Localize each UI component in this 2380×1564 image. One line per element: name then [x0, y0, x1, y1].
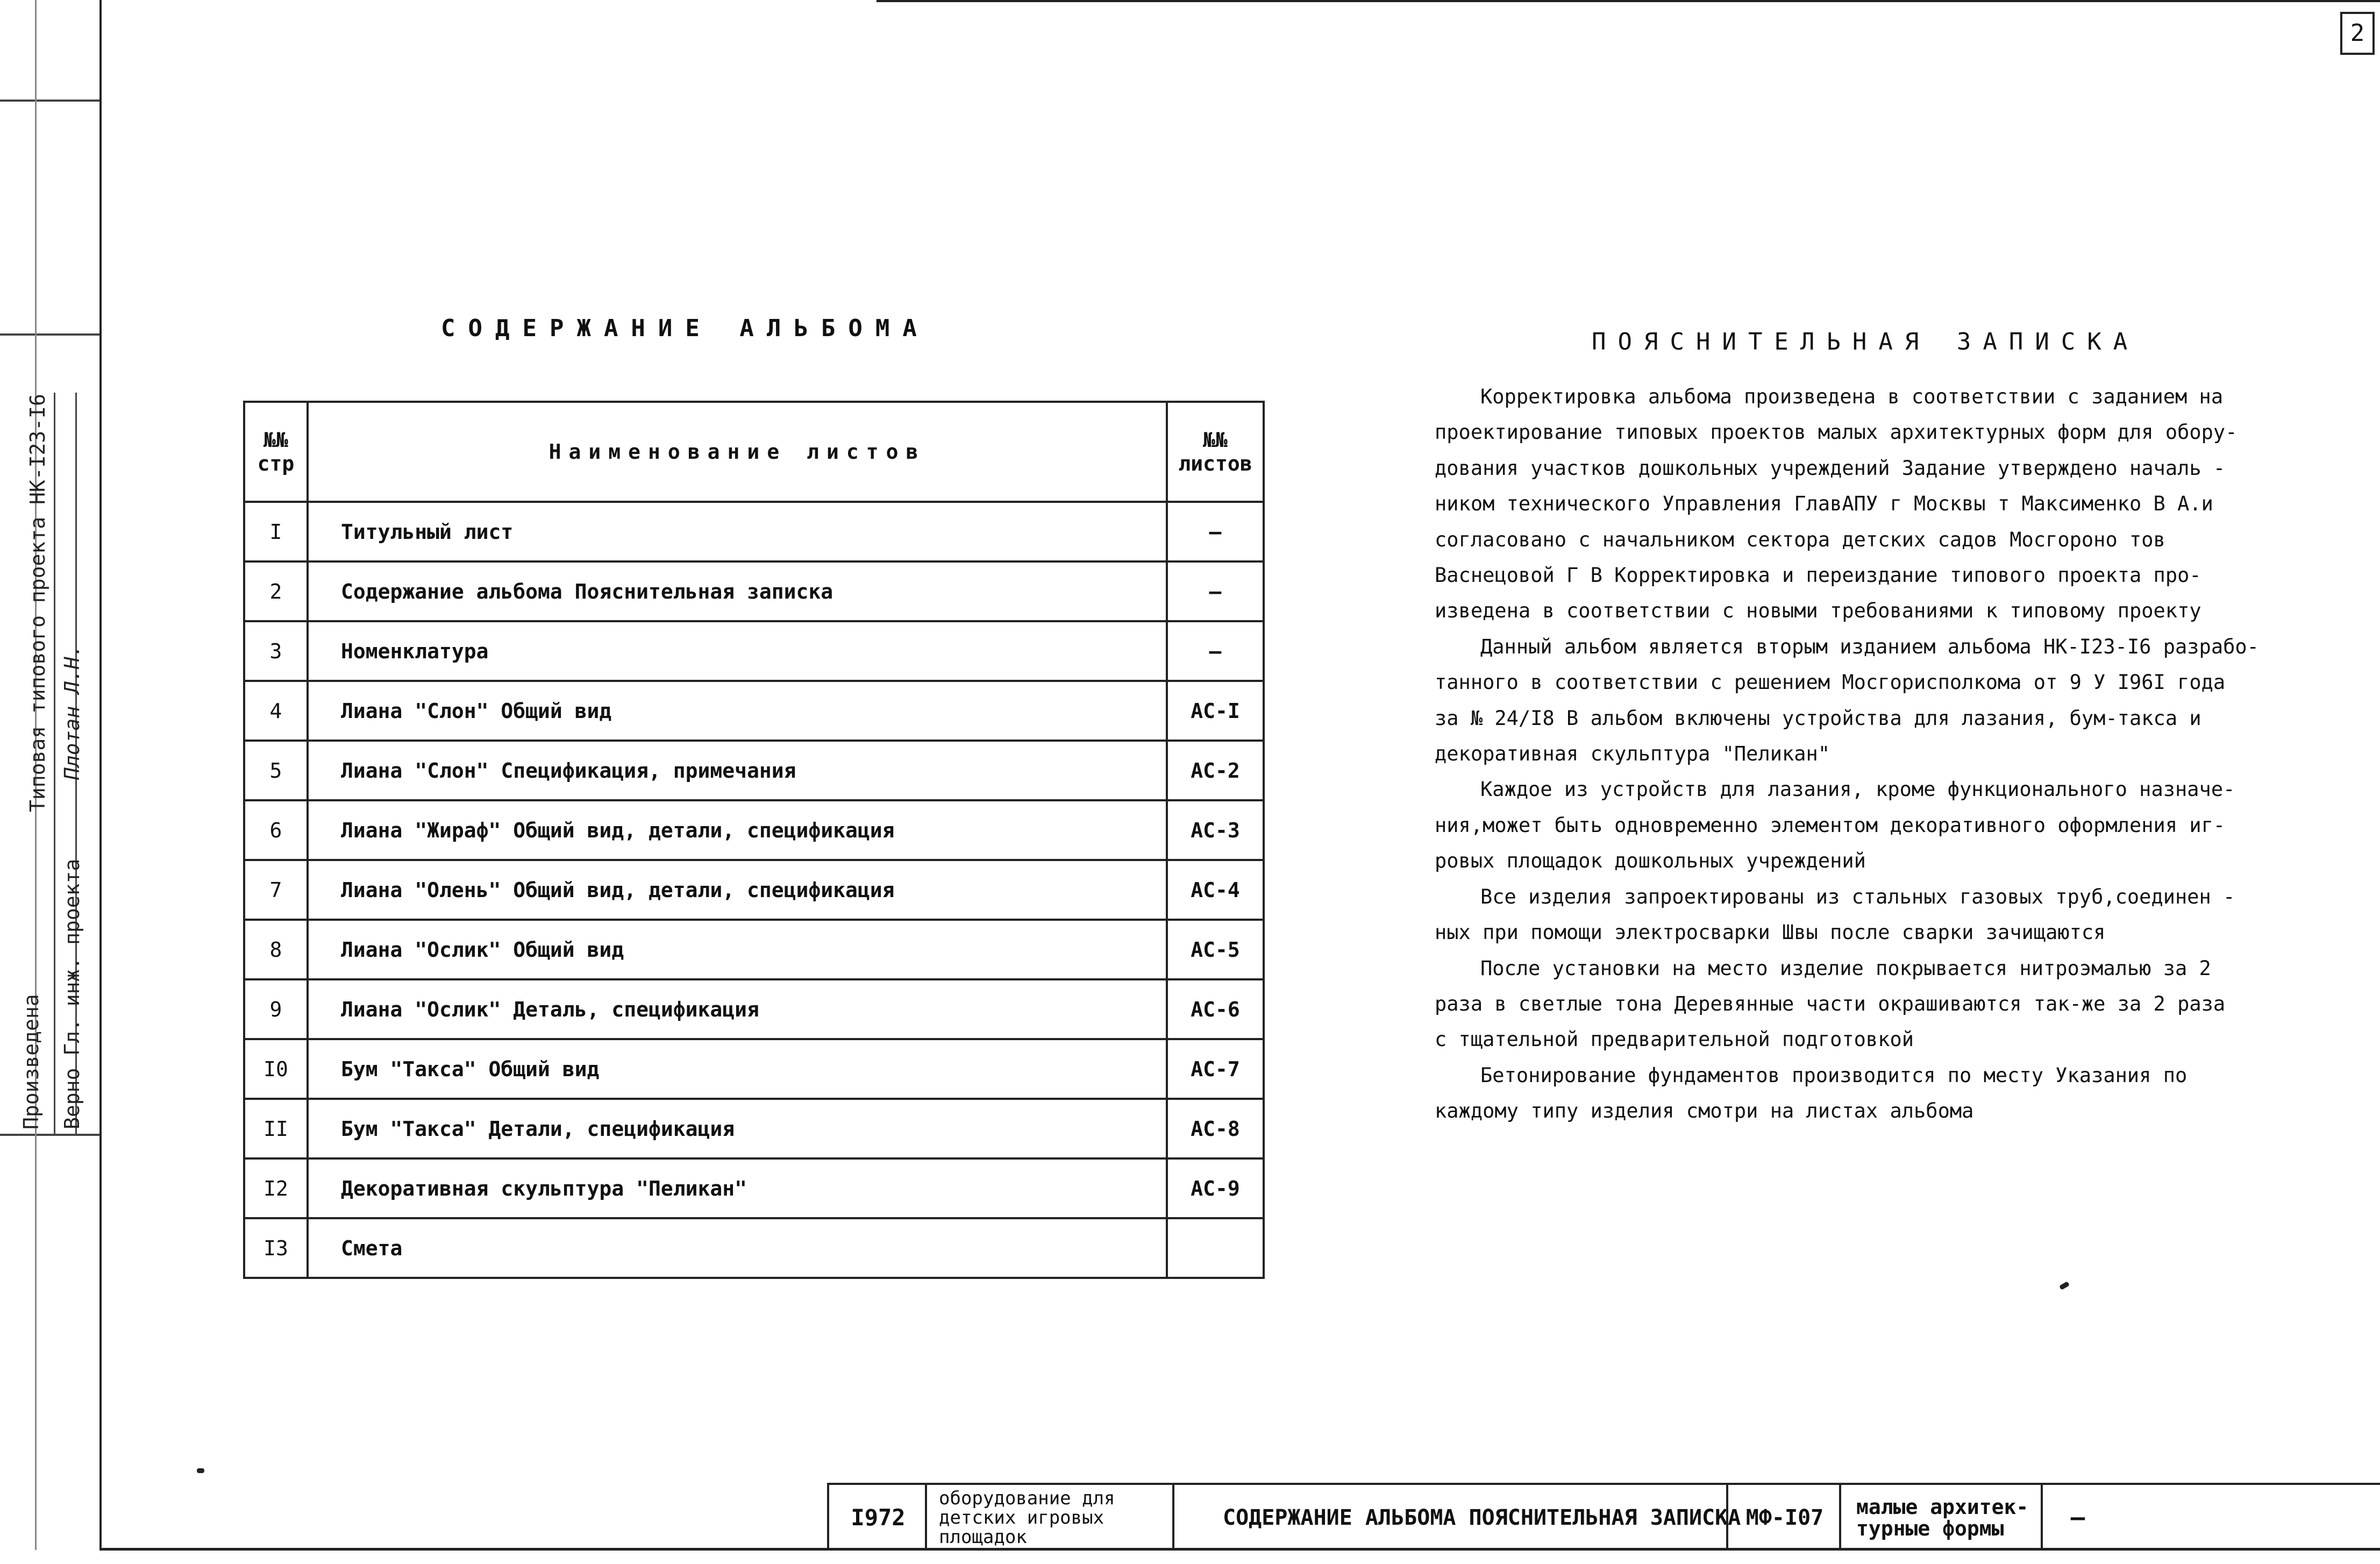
row-sheet-name: Бум "Такса" Общий вид	[308, 1039, 1167, 1099]
stamp-description: оборудование для детских игровых площадок	[925, 1485, 1186, 1550]
note-line: ником технического Управления ГлавАПУ г Москвы т Максименко В А.и	[1435, 492, 2213, 516]
note-line: за № 24/I8 В альбом включены устройства для лазания, бум-такса и	[1435, 706, 2201, 730]
strip-signature: Плотан Л.Н.	[60, 644, 84, 780]
row-sheet-name: Смета	[308, 1218, 1167, 1278]
row-sheet-code: АС-9	[1167, 1158, 1264, 1218]
row-sheet-code: –	[1167, 561, 1264, 621]
strip-rule	[0, 99, 99, 102]
stamp-title: СОДЕРЖАНИЕ АЛЬБОМА ПОЯСНИТЕЛЬНАЯ ЗАПИСКА	[1172, 1485, 1777, 1550]
strip-produced-label: Произведена	[19, 994, 43, 1129]
header-page-num: №№ стр	[244, 402, 308, 502]
row-page-num: 8	[244, 920, 308, 979]
row-sheet-name: Лиана "Ослик" Общий вид	[308, 920, 1167, 979]
header-sheet-name: Наименование листов	[308, 402, 1167, 502]
table-row	[244, 681, 1264, 741]
row-sheet-name: Титульный лист	[308, 502, 1167, 561]
note-line: ных при помощи электросварки Швы после сварки зачищаются	[1435, 921, 2106, 944]
stray-mark	[2059, 1281, 2070, 1290]
note-line: раза в светлые тона Деревянные части окрашиваются так-же за 2 раза	[1435, 992, 2226, 1015]
row-page-num: 2	[244, 561, 308, 621]
strip-copied-label: Верно Гл. инж. проекта	[60, 858, 84, 1129]
note-line: Корректировка альбома произведена в соответствии с заданием на	[1480, 385, 2224, 408]
note-line: с тщательной предварительной подготовкой	[1435, 1028, 1914, 1051]
table-row	[244, 1158, 1264, 1218]
header-sheet-num: №№ листов	[1167, 402, 1264, 502]
note-line: проектирование типовых проектов малых архитектурных форм для обору-	[1435, 421, 2238, 444]
row-page-num: 4	[244, 681, 308, 741]
row-sheet-code: АС-5	[1167, 920, 1264, 979]
row-sheet-name: Декоративная скульптура "Пеликан"	[308, 1158, 1167, 1218]
row-sheet-code: АС-2	[1167, 741, 1264, 800]
stamp-year: I972	[827, 1485, 927, 1550]
table-row	[244, 621, 1264, 681]
table-row	[244, 741, 1264, 800]
table-row	[244, 979, 1264, 1039]
note-line: согласовано с начальником сектора детских садов Мосгороно тов	[1435, 528, 2165, 551]
row-page-num: 6	[244, 800, 308, 860]
table-row	[244, 1099, 1264, 1158]
contents-table	[243, 401, 1265, 1279]
row-page-num: II	[244, 1099, 308, 1158]
row-page-num: I0	[244, 1039, 308, 1099]
row-page-num: 7	[244, 860, 308, 920]
note-line: декоративная скульптура "Пеликан"	[1435, 742, 1830, 766]
row-sheet-name: Номенклатура	[308, 621, 1167, 681]
row-sheet-code: АС-7	[1167, 1039, 1264, 1099]
note-line: дования участков дошкольных учреждений Задание утверждено началь -	[1435, 456, 2226, 480]
note-line: каждому типу изделия смотри на листах альбома	[1435, 1099, 1974, 1123]
frame-left-line	[99, 0, 102, 1550]
row-sheet-name: Лиана "Слон" Спецификация, примечания	[308, 741, 1167, 800]
row-sheet-name: Бум "Такса" Детали, спецификация	[308, 1099, 1167, 1158]
stamp-category: малые архитек- турные формы	[1839, 1485, 2058, 1550]
row-sheet-code	[1167, 1218, 1264, 1278]
note-line: Каждое из устройств для лазания, кроме функционального назначе-	[1480, 778, 2235, 801]
row-page-num: I3	[244, 1218, 308, 1278]
stamp-sheet: –	[2041, 1485, 2113, 1550]
row-sheet-name: Лиана "Жираф" Общий вид, детали, спецификация	[308, 800, 1167, 860]
table-row	[244, 1039, 1264, 1099]
table-header-row	[244, 402, 1264, 502]
note-line: танного в соответствии с решением Мосгорисполкома от 9 У I96I года	[1435, 671, 2226, 694]
row-sheet-name: Содержание альбома Пояснительная записка	[308, 561, 1167, 621]
table-row	[244, 860, 1264, 920]
row-sheet-code: –	[1167, 502, 1264, 561]
row-page-num: 5	[244, 741, 308, 800]
row-sheet-name: Лиана "Олень" Общий вид, детали, спецификация	[308, 860, 1167, 920]
note-line: После установки на место изделие покрывается нитроэмалью за 2	[1480, 956, 2211, 980]
note-line: Бетонирование фундаментов производится по месту Указания по	[1480, 1063, 2187, 1087]
row-page-num: 9	[244, 979, 308, 1039]
table-row	[244, 502, 1264, 561]
table-row	[244, 920, 1264, 979]
title-block	[827, 1483, 2380, 1550]
table-row	[244, 800, 1264, 860]
frame-top-line	[877, 0, 2380, 2]
row-page-num: I2	[244, 1158, 308, 1218]
note-body	[1435, 379, 2259, 1129]
row-sheet-code: АС-8	[1167, 1099, 1264, 1158]
note-line: Все изделия запроектированы из стальных газовых труб,соединен -	[1480, 885, 2235, 908]
strip-project-label: Типовая типового проекта НК-I23-I6	[26, 394, 49, 812]
strip-rule	[0, 1134, 99, 1136]
row-page-num: 3	[244, 621, 308, 681]
table-row	[244, 1218, 1264, 1278]
row-sheet-code: АС-6	[1167, 979, 1264, 1039]
stamp-code: МФ-I07	[1726, 1485, 1841, 1550]
strip-rule	[0, 333, 99, 336]
note-title: ПОЯСНИТЕЛЬНАЯ ЗАПИСКА	[1592, 328, 2140, 356]
note-line: изведена в соответствии с новыми требованиями к типовому проекту	[1435, 599, 2201, 623]
note-line: ровых площадок дошкольных учреждений	[1435, 849, 1866, 873]
row-sheet-code: АС-I	[1167, 681, 1264, 741]
note-line: ния,может быть одновременно элементом декоративного оформления иг-	[1435, 813, 2226, 837]
row-sheet-name: Лиана "Ослик" Деталь, спецификация	[308, 979, 1167, 1039]
row-page-num: I	[244, 502, 308, 561]
page-number: 2	[2340, 12, 2375, 55]
row-sheet-code: АС-3	[1167, 800, 1264, 860]
row-sheet-name: Лиана "Слон" Общий вид	[308, 681, 1167, 741]
row-sheet-code: АС-4	[1167, 860, 1264, 920]
strip-divider	[54, 393, 55, 1135]
note-line: Васнецовой Г В Корректировка и переиздание типового проекта про-	[1435, 564, 2201, 587]
row-sheet-code: –	[1167, 621, 1264, 681]
contents-title: СОДЕРЖАНИЕ АЛЬБОМА	[441, 315, 930, 342]
stray-mark	[197, 1468, 204, 1473]
table-row	[244, 561, 1264, 621]
note-line: Данный альбом является вторым изданием альбома НК-I23-I6 разрабо-	[1480, 635, 2259, 658]
